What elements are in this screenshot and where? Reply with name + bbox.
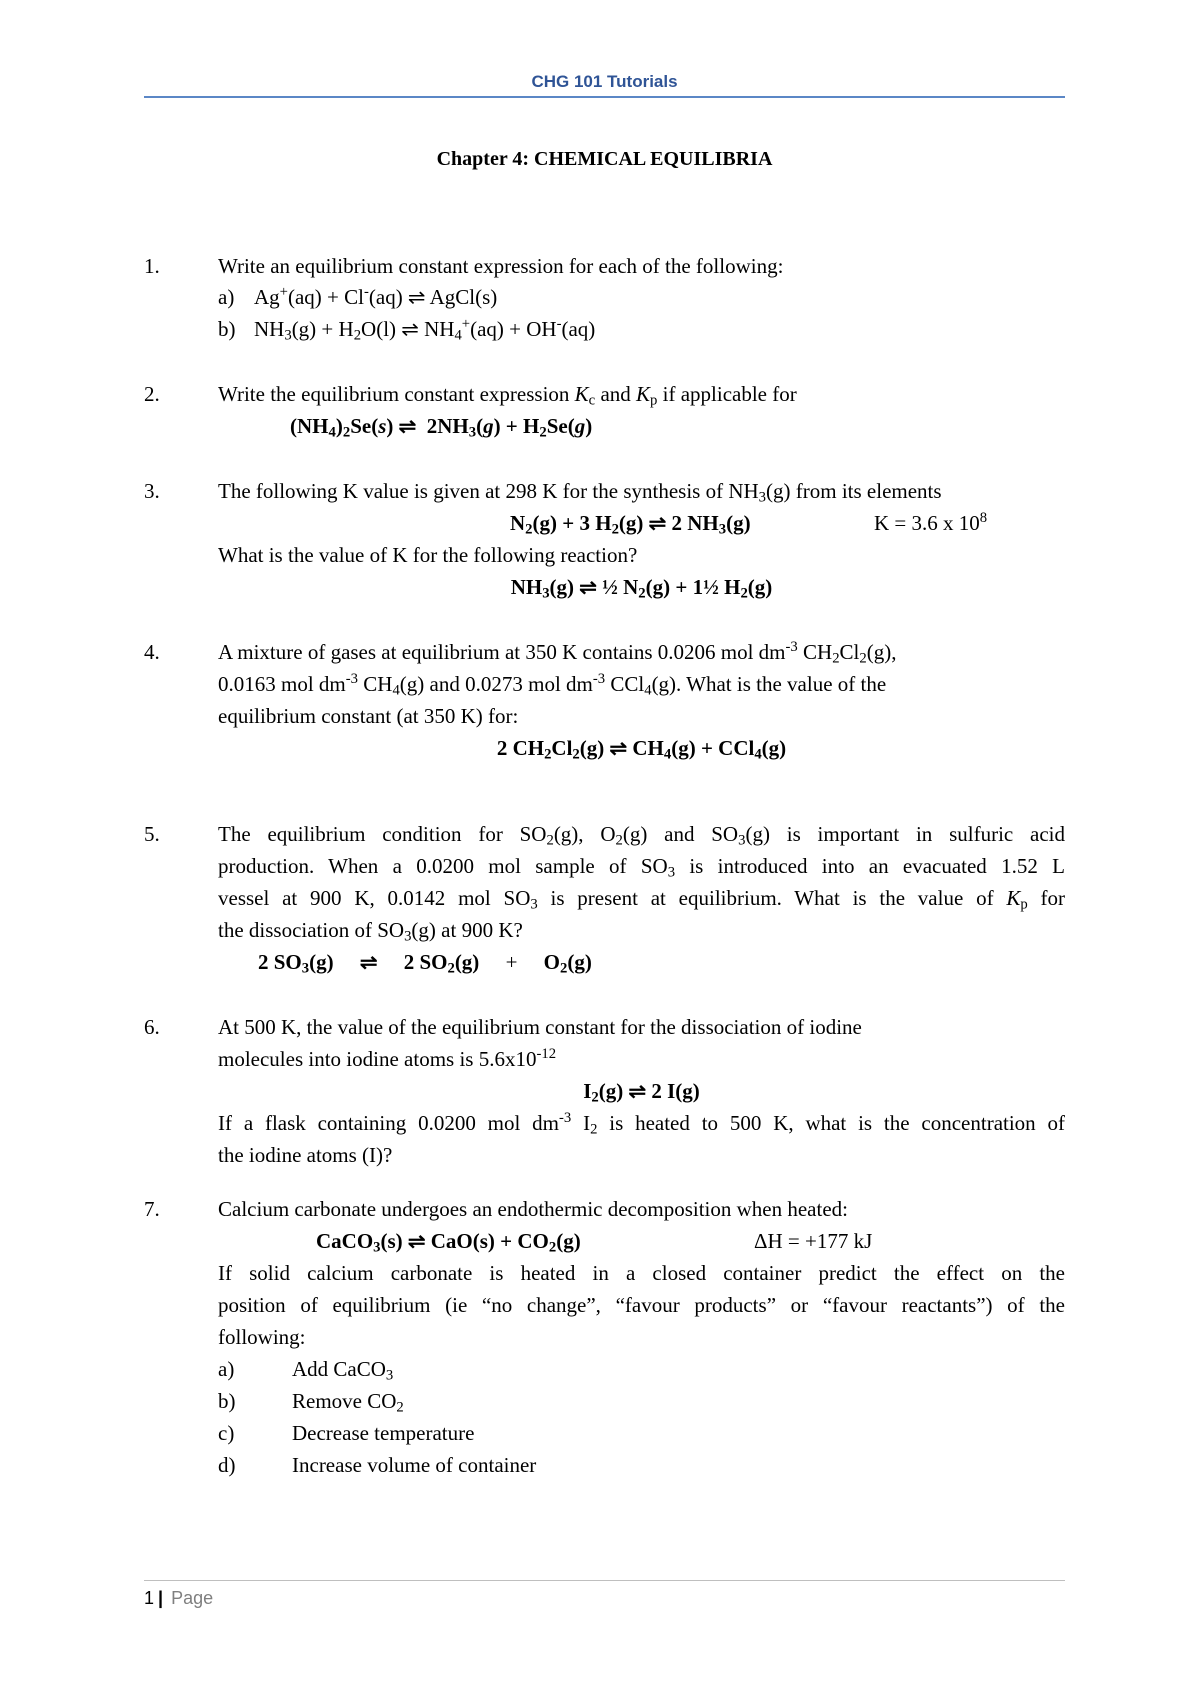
equation: $N_2(g) + 3$ $H_2(g)$ ⇌ 2 $NH_3(g)$ [510, 511, 751, 538]
question-text: Calcium carbonate undergoes an endothermic decomposition when heated: [218, 1197, 848, 1221]
question-text: molecules into iodine atoms is $5.6x10^{-12}$ [218, 1045, 557, 1071]
footer-separator: | [158, 1588, 164, 1608]
question-text: following: [218, 1325, 306, 1349]
footer-rule [144, 1580, 1065, 1581]
question-text: Write an equilibrium constant expression for each of the following: [218, 254, 784, 278]
equation: 2 $SO_3(g)$ ⇌ 2 $SO_2(g)$ + $O_2(g)$ [258, 950, 592, 977]
page-number: 1 [144, 1588, 155, 1608]
page-footer [144, 1588, 213, 1609]
question-text: At 500 K, the value of the equilibrium constant for the dissociation of iodine [218, 1015, 862, 1039]
question-number: 3. [144, 479, 160, 503]
equation: $I_2(g)$ ⇌ 2 I(g) [583, 1079, 700, 1106]
equation: $NH_3(g)$ ⇌ ½ $N_2(g)$ + 1½ $H_2(g)$ [510, 575, 773, 602]
question-text: The following K value is given at 298 K for the synthesis of $NH_3(g)$ from its elements [218, 479, 942, 506]
question-text: A mixture of gases at equilibrium at 350 K contains 0.0206 mol $dm^{-3}$ $CH_2Cl_2(g)$, [218, 638, 897, 667]
question-number: 4. [144, 640, 160, 664]
question-text: If a flask containing 0.0200 mol $dm^{-3}$ $I_2$ is heated to 500 K, what is the concentration of [218, 1109, 1066, 1138]
question-number: 5. [144, 822, 160, 846]
question-number: 6. [144, 1015, 160, 1039]
question-number: 7. [144, 1197, 160, 1221]
equation: $NH_3(g) + H_2O(l)$ ⇌ $NH_4^+(aq) + OH^-(aq)$ [254, 315, 596, 344]
question-text: The equilibrium condition for $SO_2(g)$, $O_2(g)$ and $SO_3(g)$ is important in sulfuric acid [218, 822, 1066, 849]
question-text: Write the equilibrium constant expression $K_c$ and $K_p$ if applicable for [218, 382, 797, 409]
page-label: Page [171, 1588, 214, 1608]
option-label: c) [218, 1421, 235, 1445]
equation: Ag+(aq) + Cl-(aq) ⇌ AgCl(s) [254, 283, 498, 309]
question-text: equilibrium constant (at 350 K) for: [218, 704, 519, 728]
option-label: d) [218, 1453, 236, 1477]
running-header: CHG 101 Tutorials [531, 72, 678, 91]
header-rule [144, 96, 1065, 98]
equation: 2 $CH_2Cl_2(g)$ ⇌ $CH_4(g) + CCl_4(g)$ [496, 736, 787, 763]
enthalpy-value: ΔH = +177 kJ [754, 1229, 873, 1253]
equation: CaCO$_3$(s) ⇌ $CaO(s) + CO_2(g)$ [316, 1229, 581, 1256]
question-text: the iodine atoms (I)? [218, 1143, 393, 1167]
option-text: Add CaCO$_3$ [292, 1357, 394, 1384]
option-label: a) [218, 1357, 235, 1381]
option-text: Increase volume of container [292, 1453, 537, 1477]
question-text: 0.0163 mol $dm^{-3}$ $CH_4(g)$ and 0.0273 mol $dm^{-3}$ CCl$_4$(g). What is the value of the [218, 670, 887, 699]
question-text: production. When a 0.0200 mol sample of $SO_3$ is introduced into an evacuated 1.52 L [218, 854, 1065, 881]
option-label: b) [218, 317, 236, 341]
question-text: the dissociation of $SO_3(g)$ at 900 K? [218, 918, 523, 945]
option-text: Remove $CO_2$ [292, 1389, 404, 1416]
question-number: 2. [144, 382, 160, 406]
equation: $(NH_4)_2Se(s)$ ⇌ $2NH_3(g) + H_2Se(g)$ [290, 414, 593, 441]
chapter-title: Chapter 4: CHEMICAL EQUILIBRIA [436, 148, 773, 170]
question-text: What is the value of K for the following reaction? [218, 543, 638, 567]
option-label: a) [218, 285, 235, 309]
k-value: K = 3.6 x $10^8$ [874, 509, 988, 535]
question-text: vessel at 900 K, 0.0142 mol $SO_3$ is present at equilibrium. What is the value of $K_p$ for [218, 886, 1065, 913]
option-label: b) [218, 1389, 236, 1413]
question-text: position of equilibrium (ie “no change”, “favour products” or “favour reactants”) of the [218, 1293, 1065, 1317]
question-text: If solid calcium carbonate is heated in a closed container predict the effect on the [218, 1261, 1065, 1285]
option-text: Decrease temperature [292, 1421, 475, 1445]
question-number: 1. [144, 254, 160, 278]
